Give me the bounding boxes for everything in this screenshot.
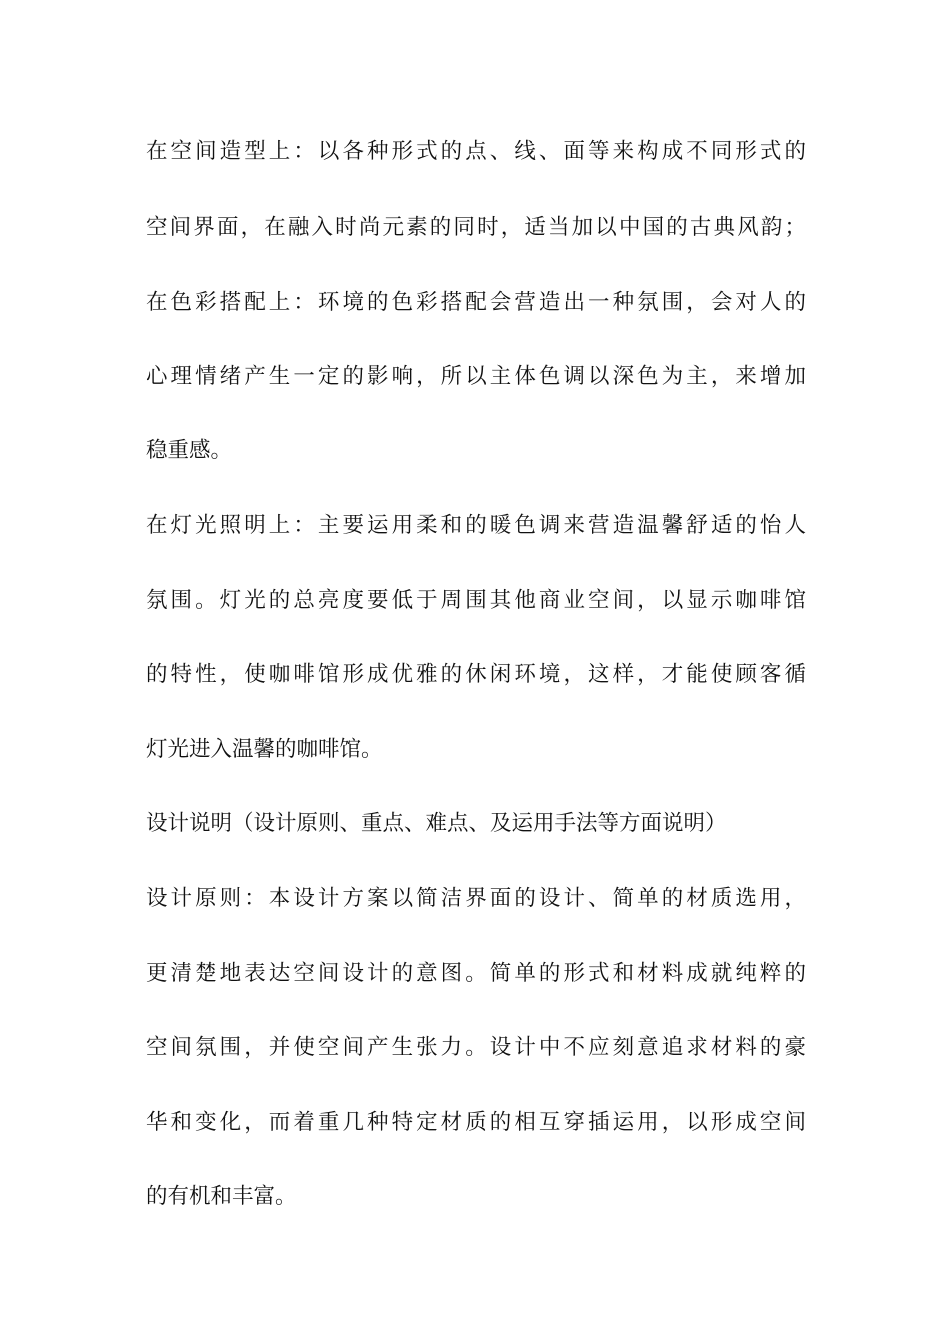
text-line: 氛围。灯光的总亮度要低于周围其他商业空间，以显示咖啡馆 xyxy=(146,588,806,613)
text-line: 空间界面，在融入时尚元素的同时，适当加以中国的古典风韵； xyxy=(146,215,806,240)
text-line: 心理情绪产生一定的影响，所以主体色调以深色为主，来增加 xyxy=(146,364,806,389)
text-line: 华和变化，而着重几种特定材质的相互穿插运用，以形成空间 xyxy=(146,1110,806,1135)
text-line: 的特性，使咖啡馆形成优雅的休闲环境，这样，才能使顾客循 xyxy=(146,662,806,687)
text-line: 更清楚地表达空间设计的意图。简单的形式和材料成就纯粹的 xyxy=(146,961,806,986)
text-line: 在灯光照明上：主要运用柔和的暖色调来营造温馨舒适的怡人 xyxy=(146,513,806,538)
text-line: 的有机和丰富。 xyxy=(146,1184,297,1209)
text-line: 稳重感。 xyxy=(146,438,233,463)
text-line: 空间氛围，并使空间产生张力。设计中不应刻意追求材料的豪 xyxy=(146,1035,806,1060)
section-heading: 设计说明（设计原则、重点、难点、及运用手法等方面说明） xyxy=(146,811,727,836)
text-line: 灯光进入温馨的咖啡馆。 xyxy=(146,737,383,762)
text-line: 在色彩搭配上：环境的色彩搭配会营造出一种氛围，会对人的 xyxy=(146,290,806,315)
text-line: 在空间造型上：以各种形式的点、线、面等来构成不同形式的 xyxy=(146,139,806,164)
text-line: 设计原则：本设计方案以简洁界面的设计、简单的材质选用， xyxy=(146,886,806,911)
